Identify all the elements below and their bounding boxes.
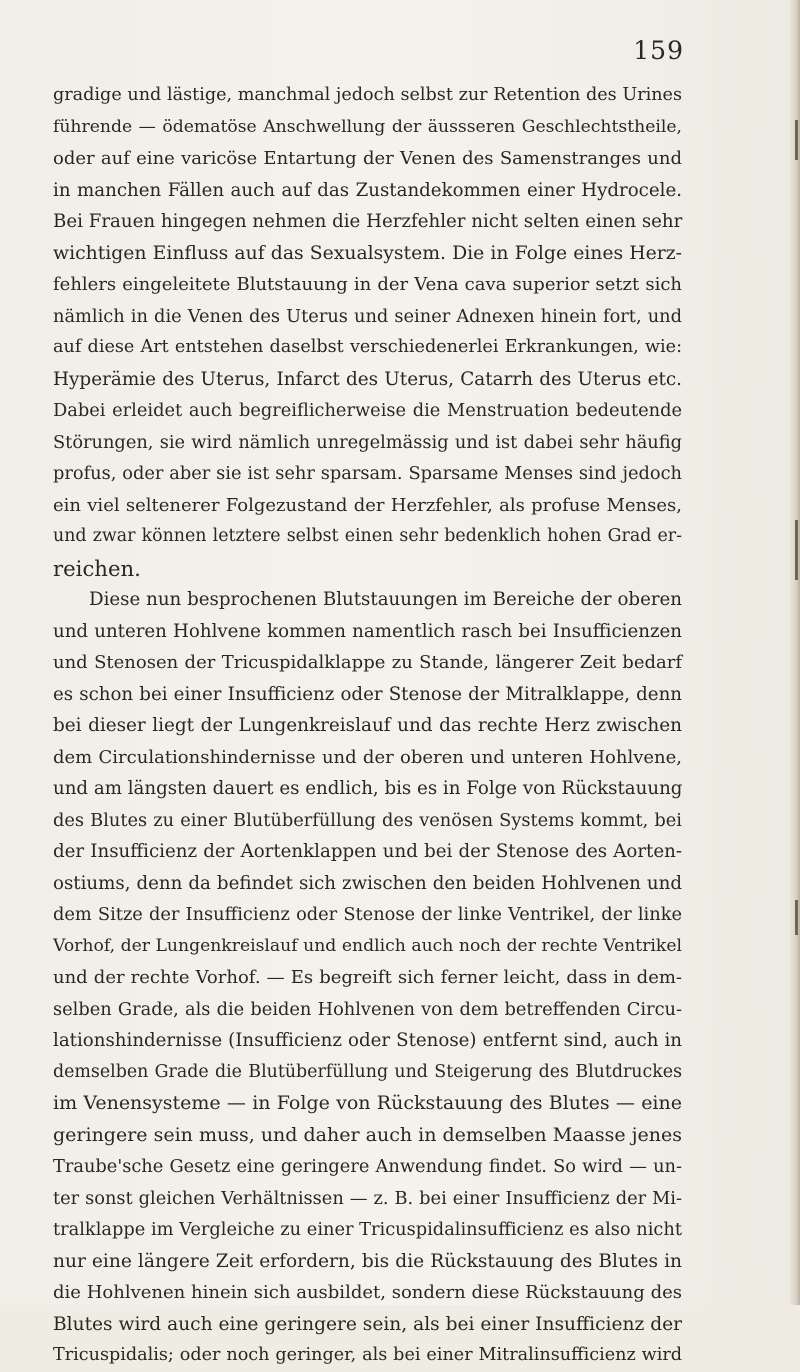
- text-line: demselben Grade die Blutüberfüllung und Steigerung des Blutdruckes: [53, 1061, 682, 1082]
- text-line: fehlers eingeleitete Blutstauung in der Vena cava superior setzt sich: [53, 274, 682, 295]
- text-line: Diese nun besprochenen Blutstauungen im Bereiche der oberen: [89, 589, 682, 610]
- text-line: und der rechte Vorhof. — Es begreift sich ferner leicht, dass in dem-: [53, 967, 682, 988]
- text-line: Tricuspidalis; oder noch geringer, als bei einer Mitralinsufficienz wird: [53, 1345, 682, 1365]
- text-line: des Blutes zu einer Blutüberfüllung des venösen Systems kommt, bei: [53, 809, 682, 831]
- text-line: lationshindernisse (Insufficienz oder Stenose) entfernt sind, auch in: [53, 1030, 682, 1051]
- text-line: Dabei erleidet auch begreiflicherweise die Menstruation bedeutende: [53, 400, 682, 421]
- text-line: und Stenosen der Tricuspidalklappe zu Stande, längerer Zeit bedarf: [53, 652, 682, 673]
- text-line: dem Circulationshindernisse und der oberen und unteren Hohlvene,: [53, 746, 682, 768]
- text-line: geringere sein muss, und daher auch in demselben Maasse jenes: [53, 1123, 682, 1146]
- text-line: oder auf eine varicöse Entartung der Venen des Samenstranges und: [53, 148, 682, 169]
- edge-mark: [795, 900, 798, 935]
- text-line: Blutes wird auch eine geringere sein, als bei einer Insufficienz der: [53, 1313, 682, 1335]
- text-line: selben Grade, als die beiden Hohlvenen von dem betreffenden Circu-: [53, 998, 682, 1020]
- text-line: und unteren Hohlvene kommen namentlich rasch bei Insufficienzen: [53, 620, 682, 642]
- edge-mark: [795, 520, 798, 580]
- text-line: im Venensysteme — in Folge von Rückstauung des Blutes — eine: [53, 1092, 682, 1114]
- text-line: Traube'sche Gesetz eine geringere Anwendung findet. So wird — un-: [53, 1156, 682, 1177]
- text-line: der Insufficienz der Aortenklappen und bei der Stenose des Aorten-: [53, 841, 682, 862]
- text-line: Vorhof, der Lungenkreislauf und endlich auch noch der rechte Ventrikel: [53, 935, 682, 956]
- text-line: ter sonst gleichen Verhältnissen — z. B. bei einer Insufficienz der Mi-: [53, 1187, 682, 1209]
- text-line: führende — ödematöse Anschwellung der äussseren Geschlechtstheile,: [53, 116, 682, 137]
- text-line: in manchen Fällen auch auf das Zustandekommen einer Hydrocele.: [53, 179, 682, 201]
- text-line: bei dieser liegt der Lungenkreislauf und das rechte Herz zwischen: [53, 715, 682, 736]
- text-line: ein viel seltenerer Folgezustand der Herzfehler, als profuse Menses,: [53, 494, 682, 516]
- text-line: profus, oder aber sie ist sehr sparsam. Sparsame Menses sind jedoch: [53, 463, 682, 484]
- text-line: die Hohlvenen hinein sich ausbildet, sondern diese Rückstauung des: [53, 1282, 682, 1303]
- text-line: nur eine längere Zeit erfordern, bis die Rückstauung des Blutes in: [53, 1250, 682, 1272]
- page-edge: [790, 0, 800, 1305]
- text-line: tralklappe im Vergleiche zu einer Tricuspidalinsufficienz es also nicht: [53, 1219, 682, 1240]
- edge-mark: [795, 120, 798, 160]
- body-text: [53, 80, 682, 1372]
- text-line: es schon bei einer Insufficienz oder Stenose der Mitralklappe, denn: [53, 683, 682, 705]
- text-line: dem Sitze der Insufficienz oder Stenose der linke Ventrikel, der linke: [53, 904, 682, 925]
- text-line: Bei Frauen hingegen nehmen die Herzfehler nicht selten einen sehr: [53, 211, 683, 232]
- text-line: Hyperämie des Uterus, Infarct des Uterus, Catarrh des Uterus etc.: [53, 368, 682, 390]
- text-line: und am längsten dauert es endlich, bis es in Folge von Rückstauung: [53, 778, 683, 799]
- page-number: 159: [633, 36, 684, 65]
- text-line: ostiums, denn da befindet sich zwischen den beiden Hohlvenen und: [53, 872, 682, 894]
- text-line: reichen.: [53, 555, 141, 581]
- text-line: wichtigen Einfluss auf das Sexualsystem. Die in Folge eines Herz-: [53, 242, 682, 264]
- text-line: nämlich in die Venen des Uterus und seiner Adnexen hinein fort, und: [53, 305, 682, 327]
- text-line: gradige und lästige, manchmal jedoch selbst zur Retention des Urines: [53, 85, 682, 105]
- text-line: Störungen, sie wird nämlich unregelmässig und ist dabei sehr häufig: [53, 431, 682, 453]
- text-line: und zwar können letztere selbst einen sehr bedenklich hohen Grad er-: [53, 526, 682, 546]
- text-line: auf diese Art entstehen daselbst verschiedenerlei Erkrankungen, wie:: [53, 337, 682, 357]
